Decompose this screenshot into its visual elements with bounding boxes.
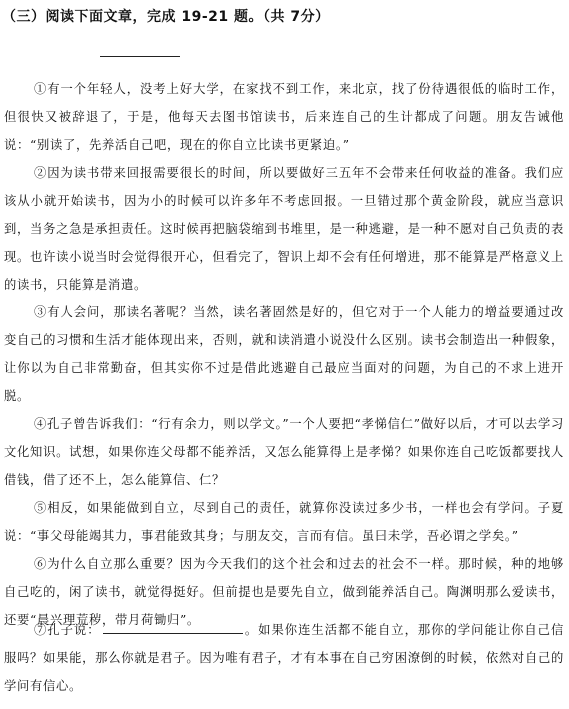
fill-in-blank: [103, 621, 243, 634]
section-heading: （三）阅读下面文章，完成 19-21 题。（共 7分）: [2, 9, 330, 25]
paragraph-7: [4, 616, 564, 700]
paragraph-7-lead: ⑦孔子说：: [34, 623, 101, 638]
paragraph-4: ④孔子曾告诉我们：“行有余力，则以学文。”一个人要把“孝悌信仁”做好以后，才可以去学习文化知识。试想，如果你连父母都不能养活，又怎么能算得上是孝悌？如果你连自己吃饭都要找人借钱，借了还不上，怎么能算信、仁？: [4, 417, 564, 488]
paragraph-1: ①有一个年轻人，没考上好大学，在家找不到工作，来北京，找了份待遇很低的临时工作，但很快又被辞退了，于是，他每天去图书馆读书，后来连自己的生计都成了问题。朋友告诫他说：“别读了，先养活自己吧，现在的你自立比读书更紧迫。”: [4, 82, 564, 153]
paragraph-3: ③有人会问，那读名著呢？当然，读名著固然是好的，但它对于一个人能力的增益要通过改变自己的习惯和生活才能体现出来，否则，就和读消遣小说没什么区别。读书会制造出一种假象，让你以为自己非常勤奋，但其实你不过是借此逃避自己最应当面对的问题，为自己的不求上进开脱。: [4, 305, 564, 404]
title-blank-line: [100, 56, 180, 57]
paragraph-2: ②因为读书带来回报需要很长的时间，所以要做好三五年不会带来任何收益的准备。我们应该从小就开始读书，因为小的时候可以许多年不考虑回报。一旦错过那个黄金阶段，就应当意识到，当务之急是承担责任。这时候再把脑袋缩到书堆里，是一种逃避，是一种不愿对自己负责的表现。也许读小说当时会觉得很开心，但看完了，智识上却不会有任何增进，那不能算是严格意义上的读书，只能算是消遣。: [4, 166, 564, 293]
paragraph-5: ⑤相反，如果能做到自立，尽到自己的责任，就算你没读过多少书，一样也会有学问。子夏说：“事父母能竭其力，事君能致其身；与朋友交，言而有信。虽曰未学，吾必谓之学矣。”: [4, 501, 564, 544]
paragraph-7-rest: 。如果你连生活都不能自立，那你的学问能让你自己信服吗？如果能，那么你就是君子。因为唯有君子，才有本事在自己穷困潦倒的时候，依然对自己的学问有信心。: [4, 623, 564, 694]
paragraph-6: ⑥为什么自立那么重要？因为今天我们的这个社会和过去的社会不一样。那时候，种的地够自己吃的，闲了读书，就觉得挺好。但前提也是要先自立，做到能养活自己。陶渊明那么爱读书，还要“晨兴理荒秽，带月荷锄归”。: [4, 557, 564, 628]
